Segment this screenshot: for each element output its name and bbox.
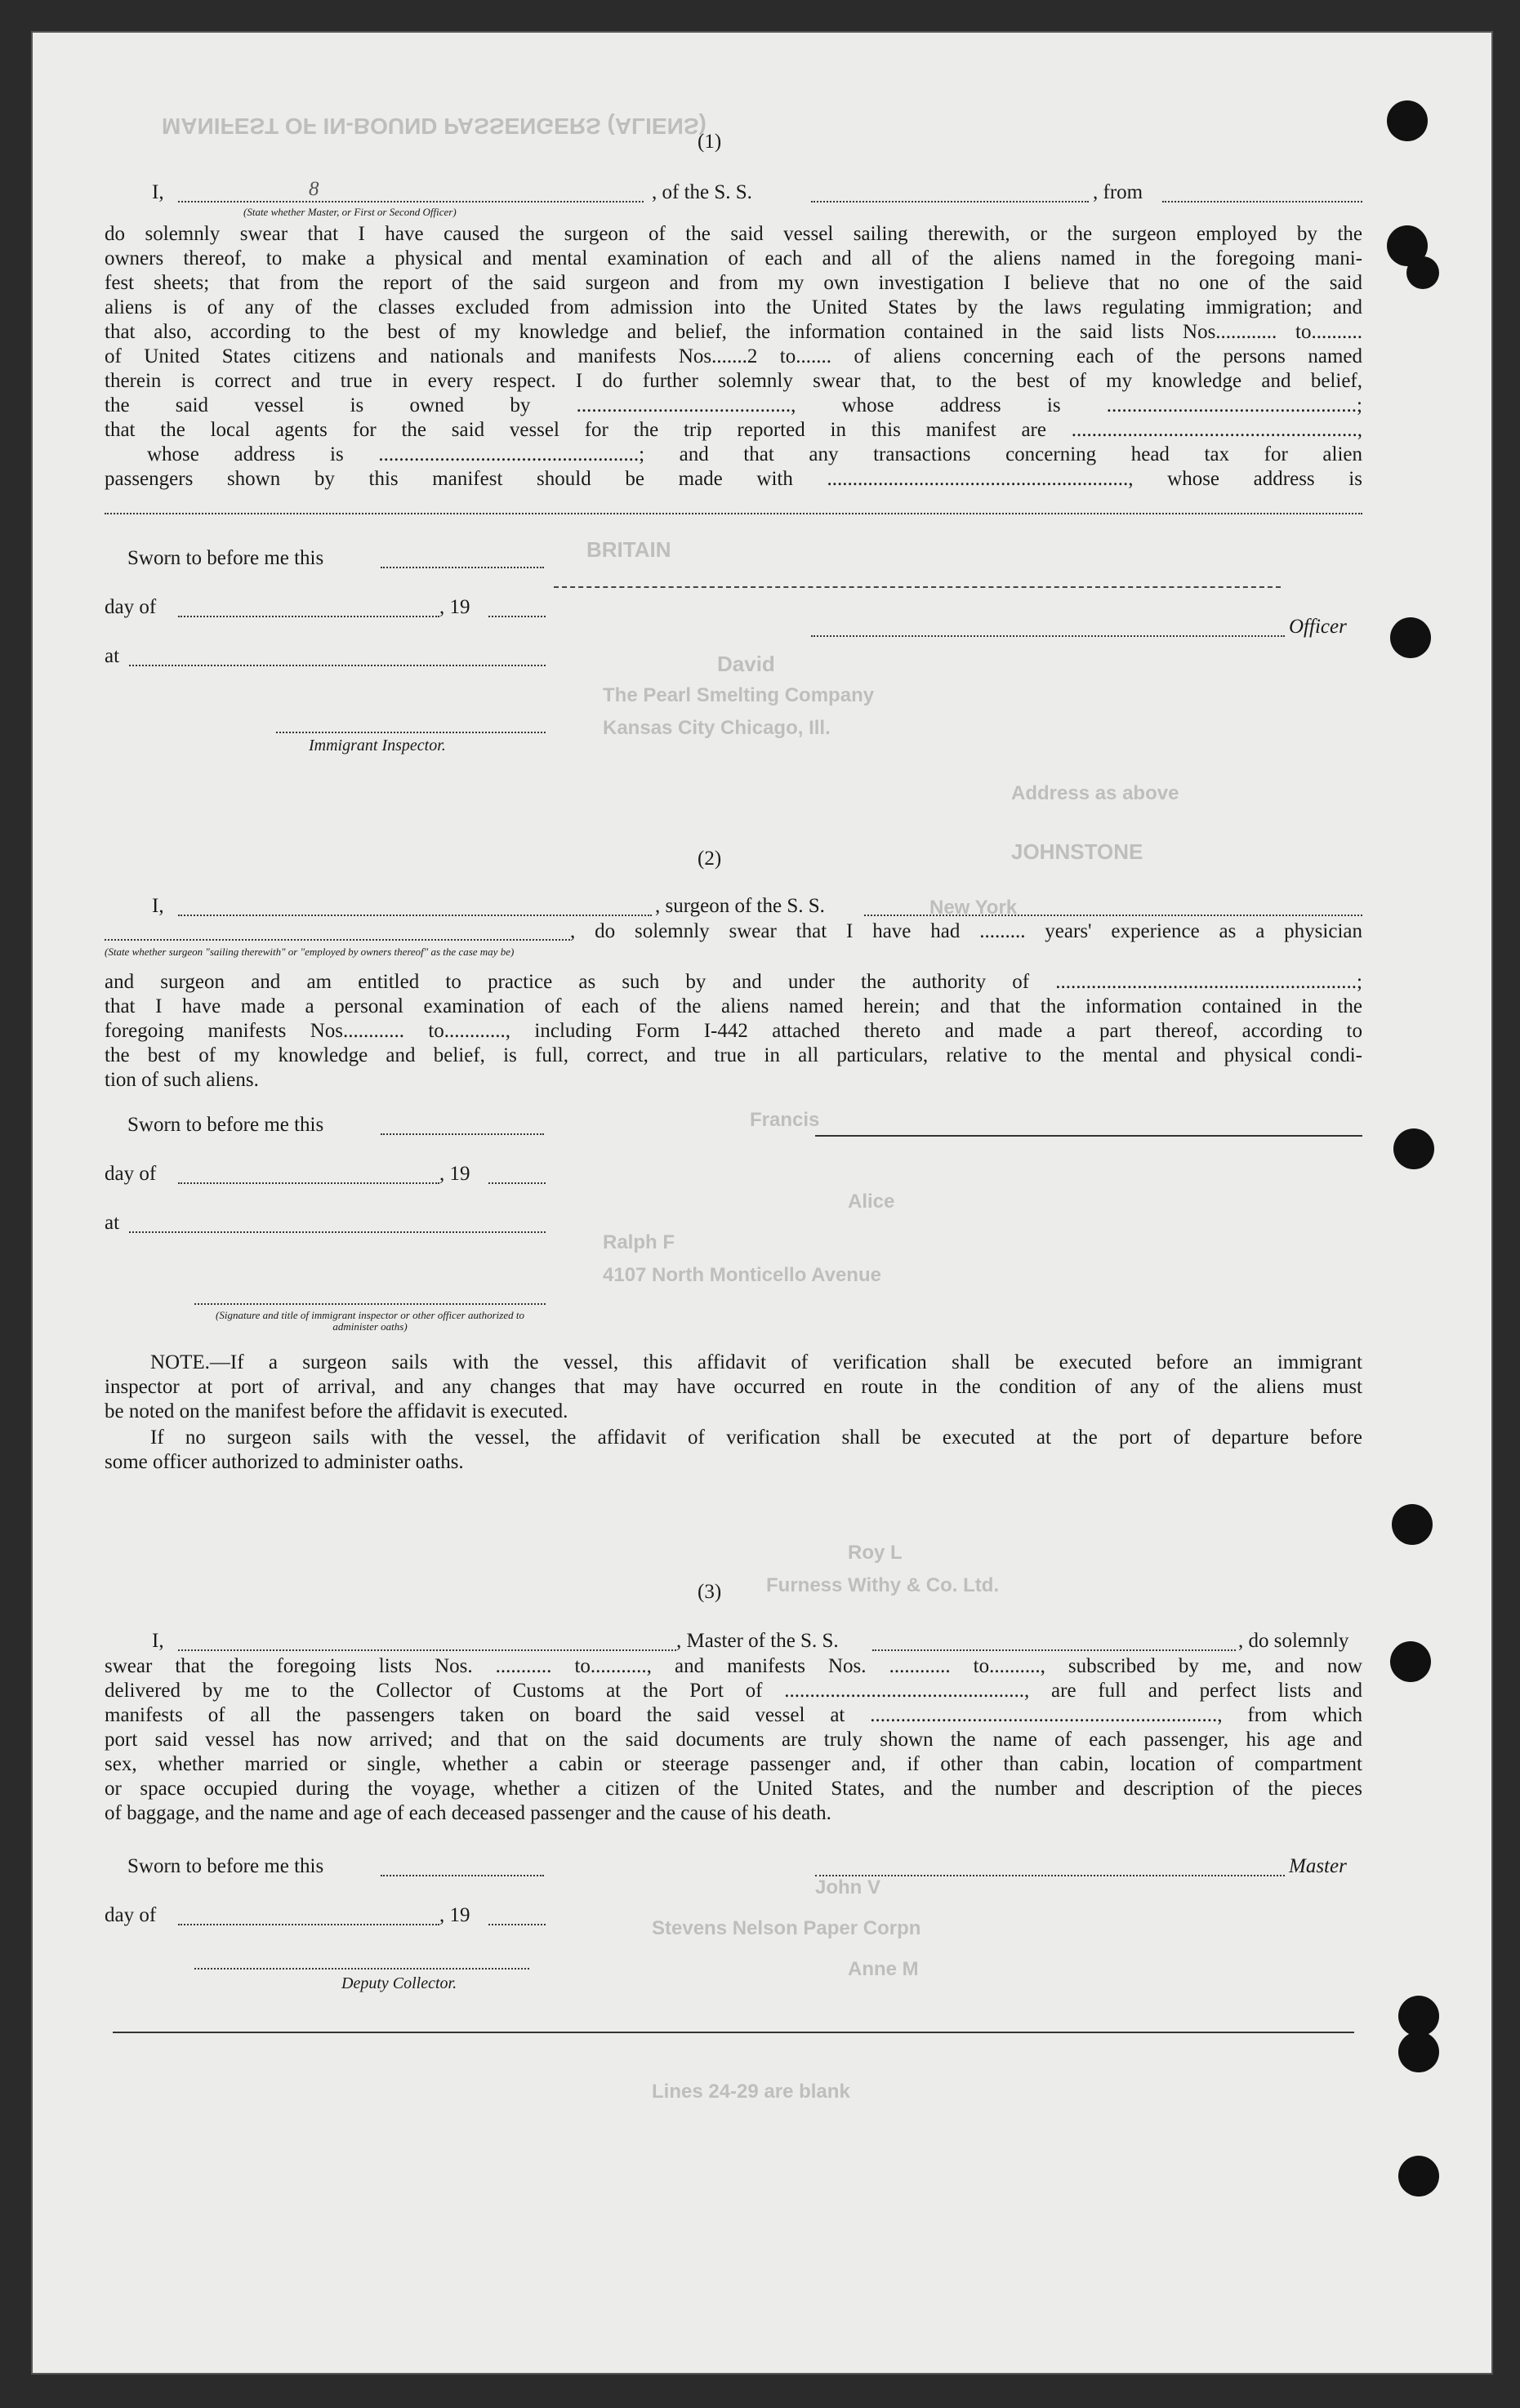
bleed-through-text: BRITAIN (586, 537, 671, 562)
s2-sworn-field[interactable] (381, 1133, 544, 1135)
s3-body-line: port said vessel has now arrived; and that on the said documents are truly shown the name of each passenger, his age and (105, 1729, 1362, 1751)
s2-at-label: at (105, 1212, 120, 1234)
s2-year-label: , 19 (439, 1163, 470, 1185)
s1-year-field[interactable] (488, 616, 546, 617)
s3-sworn-field[interactable] (381, 1875, 544, 1876)
s3-name-field[interactable] (178, 1649, 676, 1651)
s2-vessel-field[interactable] (864, 915, 1362, 916)
s1-at-field[interactable] (129, 665, 546, 666)
s2-i-label: I, (152, 895, 164, 917)
s1-master-field[interactable] (178, 201, 644, 203)
s1-ss-label: , of the S. S. (652, 181, 752, 203)
s1-body-line: fest sheets; that from the report of the said surgeon and from my own investigation I believe that no one of the said (105, 272, 1362, 294)
s2-officer-caption: (Signature and title of immigrant inspector or other officer authorized to administer oaths) (216, 1309, 524, 1333)
s2-experience-line: , do solemnly swear that I have had ......... years' experience as a physician (570, 920, 1362, 942)
s1-dayof-label: day of (105, 596, 157, 618)
bleed-through-text: Ralph F (603, 1231, 675, 1253)
s2-note-line: be noted on the manifest before the affidavit is executed. (105, 1400, 568, 1422)
bleed-through-text: Lines 24-29 are blank (652, 2081, 850, 2103)
bleed-through-text: David (717, 652, 775, 676)
punch-hole (1390, 1641, 1431, 1682)
punch-hole (1393, 1128, 1434, 1169)
s1-from-label: , from (1093, 181, 1143, 203)
s3-master-signature-field[interactable] (815, 1875, 1285, 1876)
s3-dayof-label: day of (105, 1904, 157, 1926)
s2-surgeon-type-field[interactable] (105, 939, 570, 941)
s2-note-line: inspector at port of arrival, and any changes that may have occurred en route in the condition of any of the aliens must (105, 1376, 1362, 1398)
bleed-through-text: Francis (750, 1109, 820, 1131)
manifest-sheet (31, 31, 1493, 2375)
s1-signature-dash (554, 586, 1281, 588)
s1-handwritten-mark: 8 (309, 178, 319, 200)
s2-body-line: foregoing manifests Nos............ to............, including Form I-442 attached thereto and made a part thereof, according to (105, 1020, 1362, 1042)
s1-body-line: whose address is ...................................................; and that any transactions concerning head tax for alien (147, 443, 1362, 465)
s3-body-line: delivered by me to the Collector of Customs at the Port of ..............................................., are full and perfect lists and (105, 1680, 1362, 1702)
s1-officer-label: Officer (1289, 616, 1347, 638)
punch-hole (1398, 2032, 1439, 2072)
s3-end-label: , do solemnly (1238, 1630, 1349, 1652)
s3-body-line: swear that the foregoing lists Nos. ........... to..........., and manifests Nos. ............ to.........., subscribed by me, and now (105, 1655, 1362, 1677)
bleed-through-text: Stevens Nelson Paper Corpn (652, 1917, 921, 1939)
section-3-number: (3) (698, 1581, 722, 1603)
s2-surgeon-signature-line (815, 1135, 1362, 1137)
bleed-through-text: 4107 North Monticello Avenue (603, 1264, 881, 1286)
section-2-number: (2) (698, 848, 722, 870)
s2-note-line: If no surgeon sails with the vessel, the affidavit of verification shall be executed at the port of departure before (150, 1427, 1362, 1449)
s1-inspector-signature-line (276, 732, 546, 733)
s2-note-line: NOTE.—If a surgeon sails with the vessel, this affidavit of verification shall be executed before an immigrant (150, 1351, 1362, 1373)
bleed-through-text: JOHNSTONE (1011, 839, 1143, 864)
s2-note-line: some officer authorized to administer oaths. (105, 1451, 464, 1473)
s2-at-field[interactable] (129, 1231, 546, 1233)
s1-body-line: owners thereof, to make a physical and mental examination of each and all of the aliens named in the foregoing mani- (105, 247, 1362, 269)
s1-day-field[interactable] (178, 616, 439, 617)
s1-body-line: do solemnly swear that I have caused the surgeon of the said vessel sailing therewith, or the surgeon employed by the (105, 223, 1362, 245)
bleed-through-text: New York (929, 897, 1018, 919)
s1-year-label: , 19 (439, 596, 470, 618)
punch-hole (1387, 100, 1428, 141)
s3-body-line: or space occupied during the voyage, whether a citizen of the United States, and the number and description of the pieces (105, 1778, 1362, 1800)
bleed-through-text: Anne M (848, 1958, 919, 1980)
s1-body-line: aliens is of any of the classes excluded from admission into the United States by the laws regulating immigration; and (105, 296, 1362, 318)
s3-master-label: , Master of the S. S. (676, 1630, 839, 1652)
s2-body-line: the best of my knowledge and belief, is full, correct, and true in all particulars, relative to the mental and physical condi- (105, 1044, 1362, 1066)
s3-body-line: of baggage, and the name and age of each deceased passenger and the cause of his death. (105, 1802, 831, 1824)
s2-body-line: tion of such aliens. (105, 1069, 259, 1091)
s2-surgeon-label: , surgeon of the S. S. (655, 895, 825, 917)
s1-sworn-label: Sworn to before me this (127, 547, 324, 569)
s3-master-word: Master (1289, 1855, 1347, 1877)
s2-sworn-label: Sworn to before me this (127, 1114, 324, 1136)
s1-body-line: therein is correct and true in every respect. I do further solemnly swear that, to the best of my knowledge and belief, (105, 370, 1362, 392)
s1-vessel-field[interactable] (811, 201, 1089, 203)
bleed-through-text: John V (815, 1876, 881, 1898)
s2-name-field[interactable] (178, 915, 652, 916)
punch-hole (1392, 1504, 1433, 1545)
s3-body-line: manifests of all the passengers taken on board the said vessel at ...................................................................., from which (105, 1704, 1362, 1726)
bleed-through-text: Roy L (848, 1542, 903, 1564)
s1-body-line: that also, according to the best of my knowledge and belief, the information contained in the said lists Nos............ to.......... (105, 321, 1362, 343)
s2-dayof-label: day of (105, 1163, 157, 1185)
punch-hole (1406, 256, 1439, 289)
s1-master-caption: (State whether Master, or First or Second Officer) (243, 206, 457, 218)
s3-day-field[interactable] (178, 1924, 439, 1925)
s3-collector-signature-line (194, 1968, 529, 1970)
s3-year-field[interactable] (488, 1924, 546, 1925)
s3-collector-caption: Deputy Collector. (341, 1974, 457, 1992)
s1-address-continuation-field[interactable] (105, 513, 1362, 514)
s1-inspector-caption: Immigrant Inspector. (309, 737, 446, 754)
s3-body-line: sex, whether married or single, whether a cabin or steerage passenger and, if other than cabin, location of compartment (105, 1753, 1362, 1775)
s1-sworn-field[interactable] (381, 567, 544, 568)
bottom-rule (113, 2032, 1354, 2033)
s1-body-line: of United States citizens and nationals and manifests Nos.......2 to....... of aliens concerning each of the persons named (105, 345, 1362, 367)
s2-officer-signature-line (194, 1303, 546, 1305)
bleed-through-text: Kansas City Chicago, Ill. (603, 717, 831, 739)
s2-year-field[interactable] (488, 1182, 546, 1184)
bleed-through-text: Furness Withy & Co. Ltd. (766, 1574, 1000, 1596)
s1-officer-field[interactable] (811, 635, 1285, 637)
s1-body-line: passengers shown by this manifest should be made with ..........................................................., whose address is (105, 468, 1362, 490)
s2-day-field[interactable] (178, 1182, 439, 1184)
s3-year-label: , 19 (439, 1904, 470, 1926)
s2-surgeon-caption: (State whether surgeon "sailing therewith" or "employed by owners thereof" as the case may be) (105, 946, 515, 958)
bleed-through-text: MANIFEST OF IN-BOUND PASSENGERS (ALIENS) (162, 114, 707, 139)
section-1-number: (1) (698, 131, 722, 153)
bleed-through-text: Alice (848, 1191, 895, 1213)
s1-from-field[interactable] (1162, 201, 1362, 203)
bleed-through-text: The Pearl Smelting Company (603, 684, 875, 706)
s2-body-line: and surgeon and am entitled to practice as such by and under the authority of ...........................................................; (105, 971, 1362, 993)
s2-body-line: that I have made a personal examination of each of the aliens named herein; and that the information contained in the (105, 995, 1362, 1017)
s1-body-line: that the local agents for the said vessel for the trip reported in this manifest are ........................................................, (105, 419, 1362, 441)
s3-i-label: I, (152, 1630, 164, 1652)
punch-hole (1398, 1996, 1439, 2036)
s1-at-label: at (105, 645, 120, 667)
punch-hole (1390, 617, 1431, 658)
s1-i-label: I, (152, 181, 164, 203)
s3-sworn-label: Sworn to before me this (127, 1855, 324, 1877)
s1-body-line: the said vessel is owned by .........................................., whose address is .................................................; (105, 394, 1362, 416)
bleed-through-text: Address as above (1011, 782, 1179, 804)
punch-hole (1398, 2156, 1439, 2197)
s3-vessel-field[interactable] (872, 1649, 1236, 1651)
